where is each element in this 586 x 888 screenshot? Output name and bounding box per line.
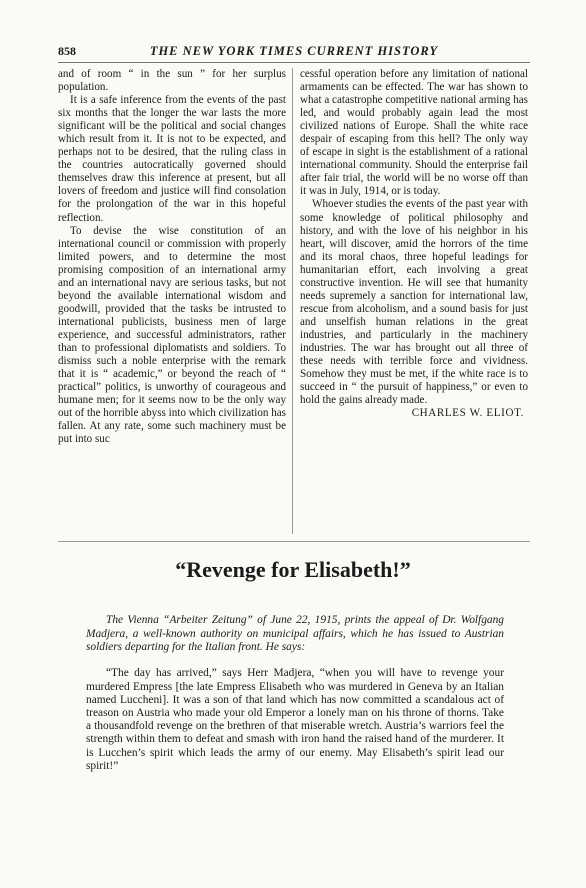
column-divider [292, 68, 293, 534]
left-column [58, 68, 286, 446]
section-divider [58, 541, 530, 542]
page-header [58, 44, 530, 63]
paragraph: Whoever studies the events of the past year with some knowledge of political philosophy and history, and with the love of his neighbor in his heart, will discover, amid the horrors of the time and its moral chaos, three hopeful leadings for humanitarian effort, each involving a great constructive invention. He will see that humanity needs supremely a sanction for international law, rescue from alcoholism, and a sound basis for just and unselfish human relations in the great industries, and particularly in the machinery industries. The war has brought out all three of these needs with terrible force and vividness. Somehow they must be met, if the white race is to succeed in “ the pursuit of happiness,” or even to hold the gains already made. [300, 198, 528, 407]
paragraph: cessful operation before any limitation of national armaments can be effected. The war has shown to what a catastrophe competitive national arming has led, and would probably again lead the most civilized nations of Europe. Shall the white race despair of escaping from this hell? The only way of escape in sight is the establishment of a rational international community. Should the enterprise fail after fair trial, the world will be no worse off than it was in July, 1914, or is today. [300, 68, 528, 198]
article-title: “Revenge for Elisabeth!” [175, 557, 411, 582]
article-quote: “The day has arrived,” says Herr Madjera, “when you will have to revenge your murdered Empress [the late Empress Elisabeth who was murdered in Geneva by an Italian named Luccheni]. It was a son of that land which has now committed a scandalous act of treason on Austria who made your old Emperor a lonely man on his throne of thorns. Take a thousandfold revenge on the brethren of that miserable wretch. Austria’s warriors feel the strength within them to defeat and smash with iron hand the raised hand of the murderer. It is Lucchen’s spirit which leads the army of our enemy. May Elisabeth’s spirit lead our spirit!” [86, 667, 504, 772]
page-number: 858 [58, 44, 76, 58]
paragraph: To devise the wise constitution of an international council or commission with properly limited powers, and to determine the most promising composition of an international army and an international navy are serious tasks, but not beyond the available international wisdom and goodwill, provided that the tasks be intrusted to international publicists, business men of large experience, and successful administrators, rather than to professional diplomatists and soldiers. To dismiss such a noble enterprise with the remark that it is “ academic,” or beyond the reach of “ practical” politics, is unworthy of courageous and humane men; for it seems now to be the only way out of the horrible abyss into which civilization has fallen. At any rate, some such machinery must be put into suc [58, 224, 286, 446]
author-signature: CHARLES W. ELIOT. [411, 407, 524, 420]
paragraph: and of room “ in the sun ” for her surplus population. [58, 68, 286, 94]
running-head: THE NEW YORK TIMES CURRENT HISTORY [149, 44, 439, 58]
article-intro: The Vienna “Arbeiter Zeitung” of June 22, 1915, prints the appeal of Dr. Wolfgang Madjera, a well-known authority on municipal affairs, which he has issued to Austrian soldiers departing for the Italian front. He says: [86, 614, 504, 653]
paragraph: It is a safe inference from the events of the past six months that the longer the war lasts the more significant will be the political and social changes which result from it. It is not to be expected, and perhaps not to be desired, that the ruling class in the countries autocratically governed should themselves draw this inference at present, but all lovers of freedom and justice will find consolation for the prolongation of the war in this hopeful reflection. [58, 94, 286, 224]
right-column [300, 68, 528, 420]
